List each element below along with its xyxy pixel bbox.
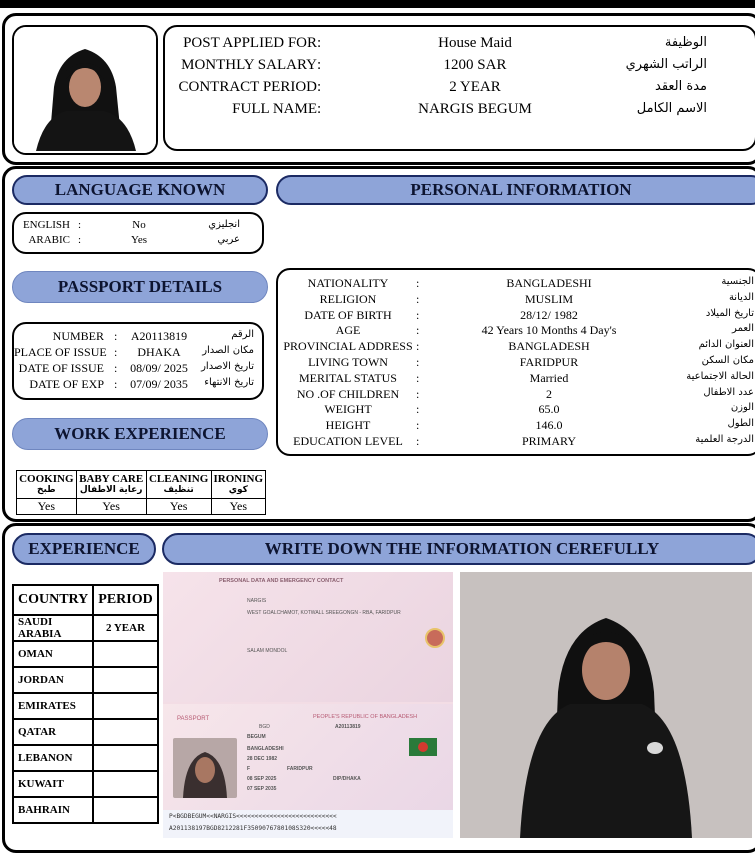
header-label: CONTRACT PERIOD [178,79,317,95]
skill-name-arabic: كوي [228,485,248,495]
passport-birthplace: FARIDPUR [287,766,313,772]
header-value: NARGIS BEGUM [418,101,532,117]
personal-label: DATE OF BIRTH [304,307,392,322]
personal-arabic-label: العمر [732,323,754,335]
passport-issue: 08 SEP 2025 [247,776,277,782]
skill-name: COOKING [19,473,74,485]
passport-colon: : [114,361,118,375]
header-colon: : [317,57,322,73]
profile-photo-frame [12,25,158,155]
passport-label: DATE OF ISSUE [18,361,104,375]
personal-row [278,418,755,434]
personal-colon: : [416,418,420,433]
personal-arabic-label: تاريخ الميلاد [705,307,754,319]
header-value: 2 YEAR [449,79,501,95]
passport-emblem [425,628,445,648]
personal-row [278,434,755,450]
country-name: QATAR [13,719,93,745]
country-period [93,719,157,745]
passport-value: 07/09/ 2035 [130,377,188,391]
experience-title: EXPERIENCE [12,533,156,565]
personal-arabic-label: الوزن [730,402,754,414]
skills-table-wrap [16,470,266,515]
personal-value: 28/12/ 1982 [520,307,578,322]
country-row [13,693,158,719]
header-colon: : [317,79,322,95]
passport-word: PASSPORT [177,716,210,722]
skill-header-cell [146,471,211,499]
language-arabic-label: انجليزي [208,219,240,230]
passport-row [14,361,262,377]
personal-label: HEIGHT [325,418,371,433]
country-name: KUWAIT [13,771,93,797]
personal-arabic-label: الديانة [728,291,754,303]
country-period [93,641,157,667]
language-label: ARABIC [28,234,70,246]
personal-label: EDUCATION LEVEL [293,434,403,448]
passport-scan-heading: PERSONAL DATA AND EMERGENCY CONTACT [219,578,344,584]
country-row [13,641,158,667]
personal-colon: : [416,370,420,385]
personal-label: WEIGHT [324,402,372,417]
personal-value: 2 [546,386,552,401]
passport-value: A20113819 [130,329,188,343]
passport-row [14,329,262,345]
passport-surname: BEGUM [247,734,266,740]
personal-value: BANGLADESH [508,339,590,354]
passport-row [14,345,262,361]
personal-arabic-label: الدرجة العلمية [695,434,754,445]
passport-upper-page [163,572,453,702]
work-experience-title: WORK EXPERIENCE [12,418,268,450]
passport-colon: : [114,329,118,343]
personal-value: BANGLADESHI [506,276,592,290]
personal-colon: : [416,291,420,306]
personal-value: FARIDPUR [519,355,579,369]
header-label: MONTHLY SALARY [181,57,317,73]
passport-mrz-strip [163,810,453,838]
personal-colon: : [416,434,420,448]
job-summary-box [163,25,755,151]
top-bar [0,0,755,8]
language-known-title: LANGUAGE KNOWN [12,175,268,205]
skill-value: Yes [146,499,211,515]
personal-label: LIVING TOWN [308,355,388,369]
skills-value-row [17,499,266,515]
personal-value: 42 Years 10 Months 4 Day's [481,323,617,338]
personal-arabic-label: العنوان الدائم [698,339,754,351]
passport-flag-icon [409,738,437,756]
personal-row [278,402,755,418]
skill-name-arabic: طبخ [37,485,56,495]
header-value: 1200 SAR [443,57,507,73]
passport-box [12,322,264,400]
passport-label: DATE OF EXP [29,377,104,391]
passport-bio-title: PEOPLE'S REPUBLIC OF BANGLADESH [313,714,418,720]
personal-colon: : [416,355,420,369]
personal-info-box [276,268,755,456]
profile-photo [14,27,156,153]
header-row [165,101,755,123]
passport-colon: : [114,377,118,391]
passport-colon: : [114,345,118,359]
personal-value: MUSLIM [524,291,573,306]
language-box [12,212,264,254]
personal-row [278,276,755,292]
personal-arabic-label: الحالة الاجتماعية [686,370,754,382]
personal-row [278,387,755,403]
skill-name: BABY CARE [79,473,144,485]
country-row [13,797,158,823]
country-header: COUNTRY [13,585,93,615]
country-period [93,667,157,693]
country-period: 2 YEAR [93,615,157,641]
header-arabic-label: الوظيفة [664,35,707,50]
passport-scan-name: NARGIS [247,598,267,604]
personal-label: AGE [335,323,361,338]
header-row [165,57,755,79]
personal-row [278,371,755,387]
skill-header-cell [211,471,265,499]
country-row [13,719,158,745]
passport-dob: 28 DEC 1982 [247,756,278,762]
country-row [13,745,158,771]
language-colon: : [78,219,82,231]
header-label: FULL NAME [232,101,317,117]
skill-name-arabic: رعاية الاطفال [79,485,143,495]
country-row [13,615,158,641]
personal-label: NATIONALITY [307,276,389,290]
passport-expiry: 07 SEP 2035 [247,786,277,792]
skill-name: CLEANING [148,473,209,485]
personal-row [278,339,755,355]
skills-header-row [17,471,266,499]
language-value: No [132,219,146,231]
passport-label: PLACE OF ISSUE [14,345,107,359]
passport-country-code: BGD [259,724,270,730]
personal-label: NO .OF CHILDREN [296,386,400,401]
country-table-header [13,585,158,615]
country-name: JORDAN [13,667,93,693]
passport-number: A20113819 [335,724,361,730]
header-colon: : [317,35,322,51]
personal-label: MERITAL STATUS [299,370,397,385]
language-colon: : [78,234,82,246]
personal-colon: : [416,307,420,322]
country-table [12,584,159,824]
country-name: SAUDI ARABIA [13,615,93,641]
passport-nationality: BANGLADESHI [247,746,284,752]
passport-scan-address: WEST GOALCHAMOT, KOTWALL SREEGONGN - RBA, FARIDPUR [247,610,401,616]
country-period [93,745,157,771]
passport-value: 08/09/ 2025 [130,361,188,375]
skill-header-cell [17,471,77,499]
passport-sex: F [247,766,251,772]
personal-value: 65.0 [538,402,560,417]
country-name: LEBANON [13,745,93,771]
personal-colon: : [416,386,420,401]
personal-label: PROVINCIAL ADDRESS [283,339,413,354]
passport-label: NUMBER [52,329,104,343]
personal-label: RELIGION [319,291,377,306]
header-row [165,79,755,101]
skill-value: Yes [76,499,146,515]
header-arabic-label: مدة العقد [655,79,707,94]
personal-row [278,355,755,371]
skill-name-arabic: تنظيف [163,485,194,495]
country-period [93,693,157,719]
write-info-banner: WRITE DOWN THE INFORMATION CEREFULLY [162,533,755,565]
header-label: POST APPLIED FOR [183,35,317,51]
header-colon: : [317,101,322,117]
country-row [13,771,158,797]
passport-value: DHAKA [137,345,181,359]
passport-details-title: PASSPORT DETAILS [12,271,268,303]
personal-arabic-label: مكان السكن [701,355,754,366]
language-row [14,234,262,249]
country-table-wrap [12,584,159,824]
header-row [165,35,755,57]
header-value: House Maid [438,35,512,51]
personal-row [278,292,755,308]
passport-scan-image [163,572,453,838]
passport-scan-spouse: SALAM MONDOL [247,648,288,654]
personal-row [278,323,755,339]
skill-header-cell [76,471,146,499]
language-row [14,219,262,234]
country-name: OMAN [13,641,93,667]
passport-arabic-label: تاريخ الاصدار [201,361,254,372]
header-arabic-label: الراتب الشهري [625,57,707,72]
language-value: Yes [130,234,147,246]
personal-value: PRIMARY [521,434,577,448]
country-row [13,667,158,693]
country-period [93,771,157,797]
personal-arabic-label: الجنسية [721,276,754,287]
passport-arabic-label: مكان الصدار [202,345,254,356]
personal-value: 146.0 [535,418,563,433]
personal-arabic-label: عدد الاطفال [703,386,754,398]
personal-value: Married [529,370,569,385]
skill-name: IRONING [213,473,264,485]
passport-arabic-label: تاريخ الانتهاء [204,377,254,388]
personal-colon: : [416,323,420,338]
passport-photo [173,738,237,798]
period-header: PERIOD [93,585,157,615]
passport-mrz-line-2: A201138197BGD8212281F3509076780108S320<<<<<48 [169,825,337,832]
language-arabic-label: عربي [217,234,240,245]
personal-info-title: PERSONAL INFORMATION [276,175,755,205]
language-label: ENGLISH [22,219,70,231]
skill-value: Yes [211,499,265,515]
header-arabic-label: الاسم الكامل [636,101,707,116]
passport-row [14,377,262,393]
personal-colon: : [416,402,420,417]
personal-arabic-label: الطول [727,418,754,430]
country-name: EMIRATES [13,693,93,719]
personal-colon: : [416,339,420,354]
country-name: BAHRAIN [13,797,93,823]
skill-value: Yes [17,499,77,515]
personal-row [278,308,755,324]
personal-colon: : [416,276,420,290]
passport-mrz-line-1: P<BGDBEGUM<<NARGIS<<<<<<<<<<<<<<<<<<<<<<<<<<< [169,813,337,820]
passport-arabic-label: الرقم [231,329,254,340]
country-period [93,797,157,823]
passport-authority: DIP/DHAKA [333,776,361,782]
skills-table [16,470,266,515]
full-body-photo [460,572,752,838]
